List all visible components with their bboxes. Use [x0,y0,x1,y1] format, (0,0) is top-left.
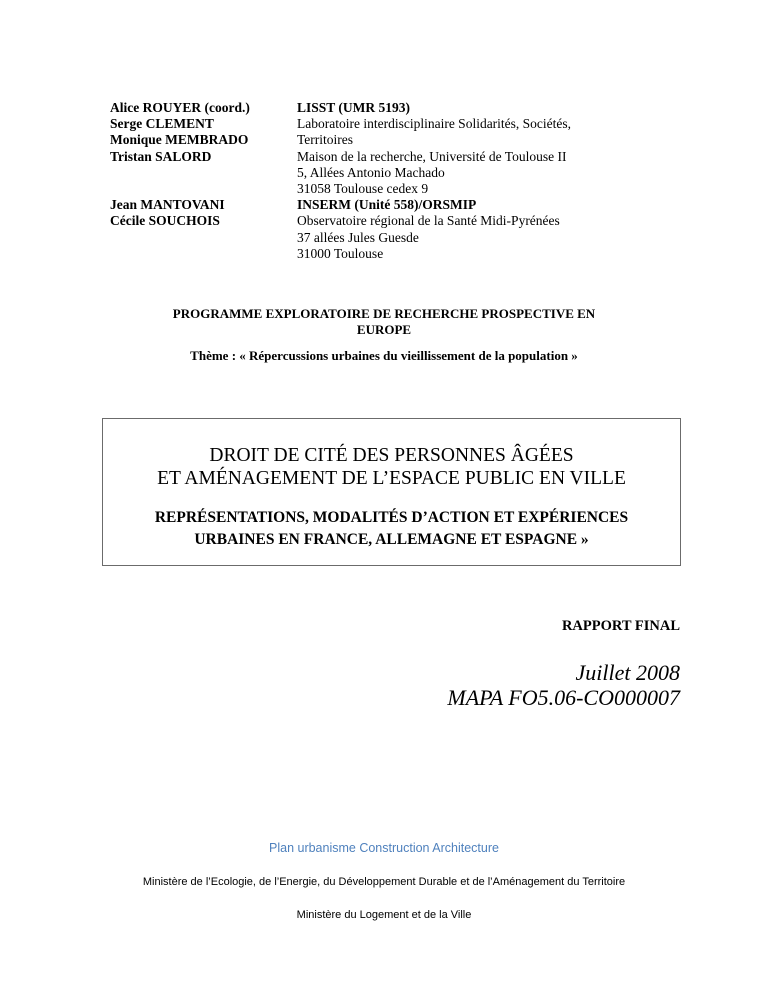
author-name: Jean MANTOVANI [110,197,225,213]
lisst-line: Territoires [297,132,354,148]
puca-label: Plan urbanisme Construction Architecture [269,841,499,855]
author-name: Cécile SOUCHOIS [110,213,220,229]
lisst-line: 31058 Toulouse cedex 9 [297,181,429,197]
report-reference: MAPA FO5.06-CO000007 [447,685,680,710]
inserm-line: 37 allées Jules Guesde [297,229,419,245]
lisst-line: 5, Allées Antonio Machado [297,164,445,180]
subtitle [103,507,680,550]
author-name: Alice ROUYER (coord.) [110,100,250,115]
inserm-line: 31000 Toulouse [297,245,384,261]
main-title [103,444,680,490]
report-label: RAPPORT FINAL [561,618,680,634]
author-name: Monique MEMBRADO [110,132,249,148]
report-date-block [447,660,680,710]
report-date: Juillet 2008 [575,660,680,685]
lisst-name: LISST (UMR 5193) [297,100,411,115]
author-name: Serge CLEMENT [110,116,214,132]
ministry-ecology: Ministère de l’Ecologie, de l’Energie, du Développement Durable et de l’Aménagement du Territoire [142,876,626,888]
subtitle-line: REPRÉSENTATIONS, MODALITÉS D’ACTION ET EXPÉRIENCES [154,509,629,526]
main-title-line: ET AMÉNAGEMENT DE L’ESPACE PUBLIC EN VILLE [157,468,626,489]
programme-line: PROGRAMME EXPLORATOIRE DE RECHERCHE PROSPECTIVE EN [172,306,596,321]
theme-line: Thème : « Répercussions urbaines du vieillissement de la population » [190,348,578,363]
ministry-housing: Ministère du Logement et de la Ville [296,909,472,921]
subtitle-line: URBAINES EN FRANCE, ALLEMAGNE ET ESPAGNE » [194,530,589,548]
main-title-line: DROIT DE CITÉ DES PERSONNES ÂGÉES [209,445,574,466]
affiliations-block [297,100,697,262]
inserm-line: Observatoire régional de la Santé Midi-Pyrénées [297,213,560,229]
title-box [102,418,681,566]
authors-group-inserm [110,197,290,229]
programme-line: EUROPE [356,322,412,337]
authors-block [110,100,290,230]
lisst-line: Laboratoire interdisciplinaire Solidarités, Sociétés, [297,116,572,132]
author-name: Tristan SALORD [110,148,212,164]
inserm-name: INSERM (Unité 558)/ORSMIP [297,197,477,213]
lisst-line: Maison de la recherche, Université de Toulouse II [297,148,567,164]
programme-heading [120,306,648,338]
authors-group-lisst [110,100,290,165]
